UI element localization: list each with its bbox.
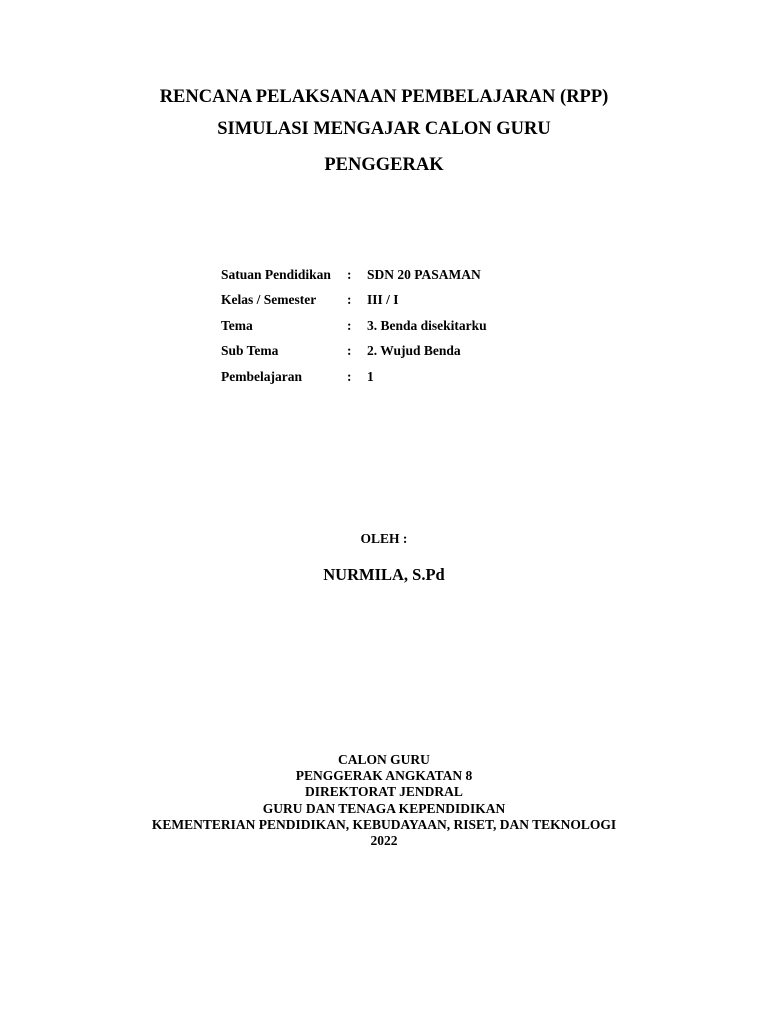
title-line-2: SIMULASI MENGAJAR CALON GURU	[217, 119, 551, 139]
row-separator: :	[347, 368, 352, 384]
footer-line: 2022	[370, 833, 398, 849]
row-value: 3. Benda disekitarku	[367, 317, 487, 333]
title-line-3: PENGGERAK	[324, 155, 444, 175]
row-value: SDN 20 PASAMAN	[367, 266, 481, 282]
author-name: NURMILA, S.Pd	[323, 565, 445, 584]
row-label: Tema	[221, 317, 253, 333]
institution-footer	[0, 752, 768, 849]
row-separator: :	[347, 292, 352, 308]
table-row	[221, 262, 487, 288]
row-separator: :	[347, 317, 352, 333]
row-label: Sub Tema	[221, 343, 279, 359]
table-row	[221, 339, 487, 365]
footer-line: KEMENTERIAN PENDIDIKAN, KEBUDAYAAN, RISET, DAN TEKNOLOGI	[151, 816, 617, 832]
footer-line: DIREKTORAT JENDRAL	[305, 784, 463, 800]
row-value: III / I	[367, 292, 399, 308]
table-row	[221, 313, 487, 339]
identity-table	[221, 262, 487, 390]
title-line-1: RENCANA PELAKSANAAN PEMBELAJARAN (RPP)	[159, 87, 609, 107]
row-value: 1	[367, 368, 374, 384]
row-separator: :	[347, 266, 352, 282]
row-label: Satuan Pendidikan	[221, 266, 331, 282]
row-separator: :	[347, 343, 352, 359]
row-value: 2. Wujud Benda	[367, 343, 461, 359]
row-label: Kelas / Semester	[221, 292, 317, 308]
footer-line: CALON GURU	[338, 752, 430, 767]
by-label: OLEH :	[360, 531, 408, 546]
row-label: Pembelajaran	[221, 368, 302, 384]
footer-line: PENGGERAK ANGKATAN 8	[295, 768, 473, 784]
table-row	[221, 364, 487, 390]
footer-line: GURU DAN TENAGA KEPENDIDIKAN	[262, 800, 506, 816]
table-row	[221, 288, 487, 314]
